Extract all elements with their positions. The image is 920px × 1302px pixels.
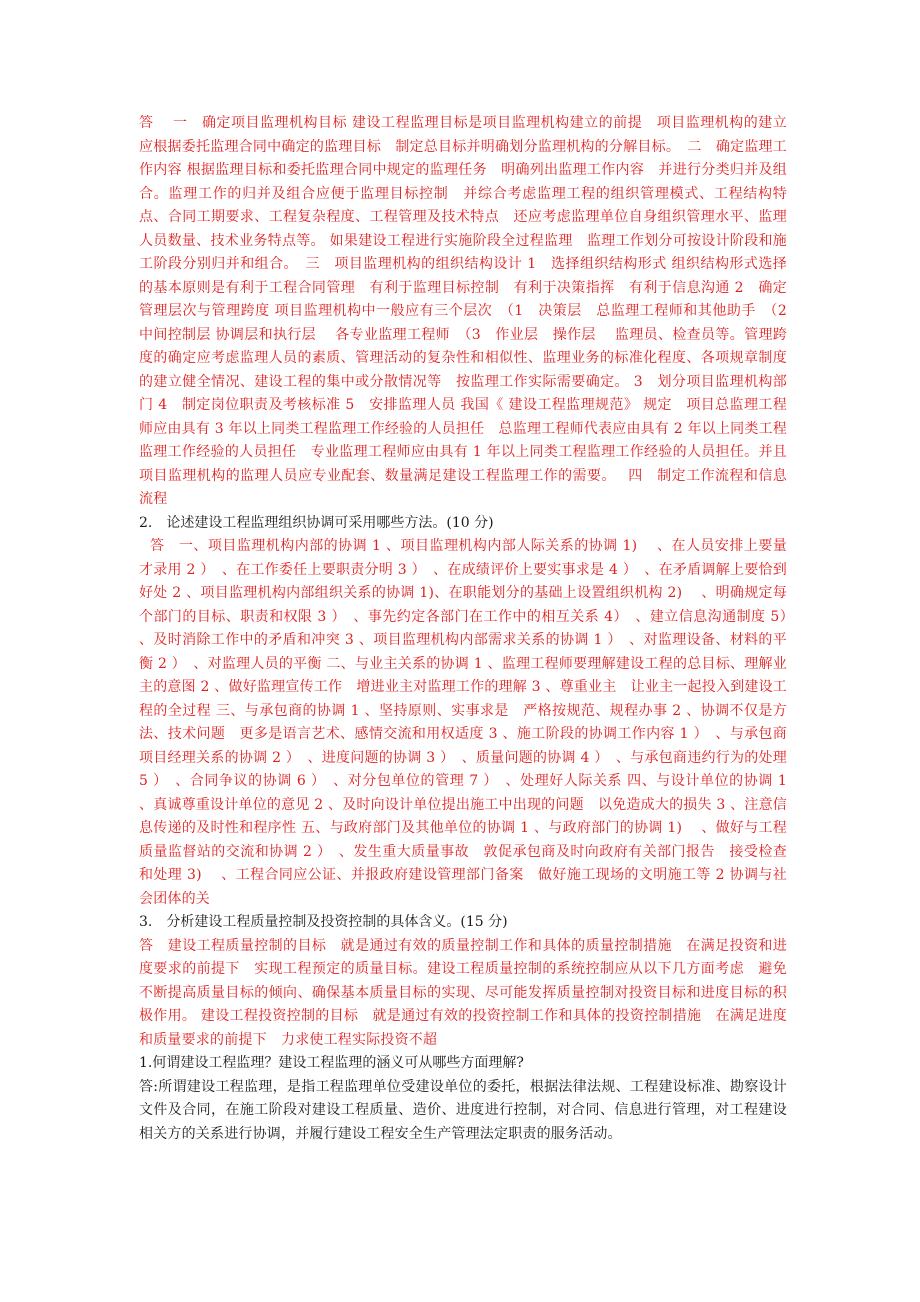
answer-2-text: 答 一、项目监理机构内部的协调 1 、项目监理机构内部人际关系的协调 1) 、在人员安排上要量才录用 2 ） 、在工作委任上要职责分明 3 ） 、在成绩评价上要实事求是 4 ） 、在矛盾调解上要恰到好处 2 、项目监理机构内部组织关系的协调 1)、在职能划分的基础上设置组织机构 2) 、明确规定每个部门的目标、职责和权限 3 ） 、事先约定各部门在工作中的相互关系 4） 、建立信息沟通制度 5） 、及时消除工作中的矛盾和冲突 3 、项目监理机构内部需求关系的协调 1 ） 、对监理设备、材料的平衡 2 ） 、对监理人员的平衡 二、与业主关系的协调 1 、监理工程师要理解建设工程的总目标、理解业主的意图 2 、做好监理宣传工作 增进业主对监理工作的理解 3 、尊重业主 让业主一起投入到建设工程的全过程 三、与承包商的协调 1 、坚持原则、实事求是 严格按规范、规程办事 2 、协调不仅是方法、技术问题 更多是语言艺术、感情交流和用权适度 3 、施工阶段的协调工作内容 1 ） 、与承包商项目经理关系的协调 2 ） 、进度问题的协调 3 ） 、质量问题的协调 4 ） 、与承包商违约行为的处理 5 ） 、合同争议的协调 6 ） 、对分包单位的管理 7 ） 、处理好人际关系 四、与设计单位的协调 1 、真诚尊重设计单位的意见 2 、及时向设计单位提出施工中出现的问题 以免造成大的损失 3 、注意信息传递的及时性和程序性 五、与政府部门及其他单位的协调 1 、与政府部门的协调 1) 、做好与工程质量监督站的交流和协调 2 ） 、发生重大质量事故 敦促承包商及时向政府有关部门报告 接受检查和处理 3) 、工程合同应公证、并报政府建设管理部门备案 做好施工现场的文明施工等 2 协调与社会团体的关: [139, 538, 802, 907]
question-1b-heading: 1.何谓建设工程监理？建设工程监理的涵义可从哪些方面理解?: [139, 1055, 524, 1071]
answer-1b-text: 答:所谓建设工程监理，是指工程监理单位受建设单位的委托，根据法律法规、工程建设标准、勘察设计文件及合同，在施工阶段对建设工程质量、造价、进度进行控制，对合同、信息进行管理，对工程建设相关方的关系进行协调，并履行建设工程安全生产管理法定职责的服务活动。: [139, 1078, 787, 1142]
answer-3-text: 答 建设工程质量控制的目标 就是通过有效的质量控制工作和具体的质量控制措施 在满足投资和进度要求的前提下 实现工程预定的质量目标。建设工程质量控制的系统控制应从以下几方面考虑 避免不断提高质量目标的倾向、确保基本质量目标的实现、尽可能发挥质量控制对投资目标和进度目标的积极作用。 建设工程投资控制的目标 就是通过有效的投资控制工作和具体的投资控制措施 在满足进度和质量要求的前提下 力求使工程实际投资不超: [139, 937, 787, 1048]
answer-1-text: 答 一 确定项目监理机构目标 建设工程监理目标是项目监理机构建立的前提 项目监理机构的建立应根据委托监理合同中确定的监理目标 制定总目标并明确划分监理机构的分解目标。 二 确定监理工作内容 根据监理目标和委托监理合同中规定的监理任务 明确列出监理工作内容 并进行分类归并及组合。监理工作的归并及组合应便于监理目标控制 并综合考虑监理工程的组织管理模式、工程结构特点、合同工期要求、工程复杂程度、工程管理及技术特点 还应考虑监理单位自身组织管理水平、监理人员数量、技术业务特点等。 如果建设工程进行实施阶段全过程监理 监理工作划分可按设计阶段和施工阶段分别归并和组合。 三 项目监理机构的组织结构设计 1 选择组织结构形式 组织结构形式选择的基本原则是有利于工程合同管理 有利于监理目标控制 有利于决策指挥 有利于信息沟通 2 确定管理层次与管理跨度 项目监理机构中一般应有三个层次 （1 决策层 总监理工程师和其他助手 （2 中间控制层 协调层和执行层 各专业监理工程师 （3 作业层 操作层 监理员、检查员等。管理跨度的确定应考虑监理人员的素质、管理活动的复杂性和相似性、监理业务的标准化程度、各项规章制度的建立健全情况、建设工程的集中或分散情况等 按监理工作实际需要确定。 3 划分项目监理机构部门 4 制定岗位职责及考核标准 5 安排监理人员 我国《 建设工程监理规范》 规定 项目总监理工程师应由具有 3 年以上同类工程监理工作经验的人员担任 总监理工程师代表应由具有 2 年以上同类工程监理工作经验的人员担任 专业监理工程师应由具有 1 年以上同类工程监理工作经验的人员担任。并且项目监理机构的监理人员应专业配套、数量满足建设工程监理工作的需要。 四 制定工作流程和信息流程: [139, 115, 802, 507]
question-3-heading: 3. 分析建设工程质量控制及投资控制的具体含义。(15 分): [139, 914, 508, 930]
question-2-heading: 2. 论述建设工程监理组织协调可采用哪些方法。(10 分): [139, 514, 494, 531]
document-page: [139, 112, 802, 1146]
